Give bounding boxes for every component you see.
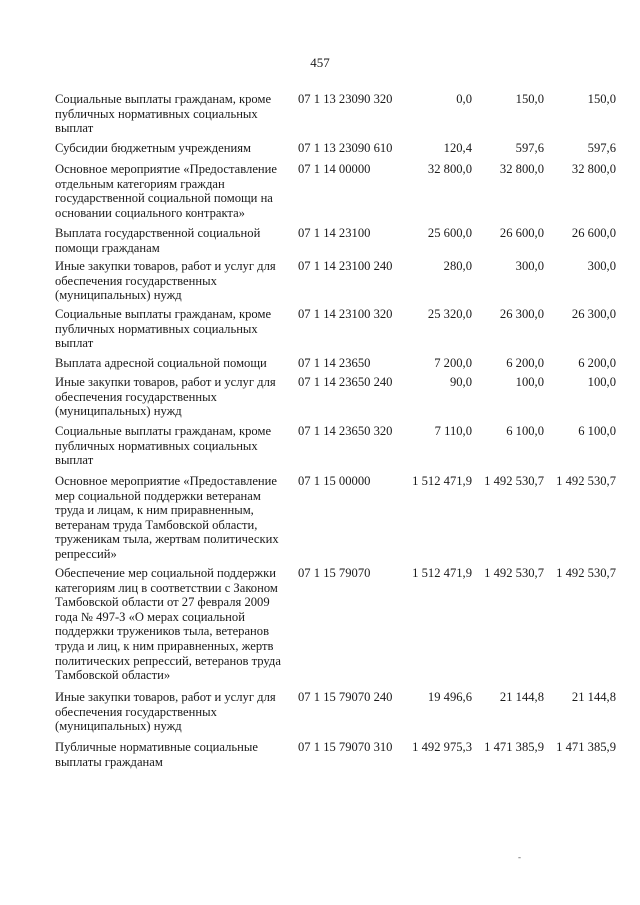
row-value-1: 7 110,0 xyxy=(434,424,472,438)
row-code: 07 1 15 79070 xyxy=(298,566,371,580)
row-value-1: 25 600,0 xyxy=(427,226,472,240)
row-value-3: 6 100,0 xyxy=(578,424,616,438)
row-value-2: 6 200,0 xyxy=(506,356,544,370)
row-code: 07 1 14 23650 240 xyxy=(298,375,393,389)
row-value-2: 597,6 xyxy=(515,141,544,155)
row-value-1: 32 800,0 xyxy=(427,162,472,176)
row-value-1: 19 496,6 xyxy=(427,690,472,704)
row-value-2: 150,0 xyxy=(515,92,544,106)
row-value-2: 300,0 xyxy=(515,259,544,273)
row-value-2: 26 600,0 xyxy=(499,226,544,240)
row-name: Основное мероприятие «Предоставление отдельным категориям граждан государственной социальной помощи на основании социального контракта» xyxy=(55,162,277,220)
row-value-1: 280,0 xyxy=(443,259,472,273)
row-code: 07 1 15 79070 310 xyxy=(298,740,393,754)
row-code: 07 1 13 23090 610 xyxy=(298,141,393,155)
row-code: 07 1 15 79070 240 xyxy=(298,690,393,704)
row-value-1: 120,4 xyxy=(443,141,472,155)
row-name: Иные закупки товаров, работ и услуг для обеспечения государственных (муниципальных) нужд xyxy=(55,375,276,419)
row-name: Основное мероприятие «Предоставление мер социальной поддержки ветеранам труда и лицам, к ним приравненным, ветеранам труда Тамбовской области, труженикам тыла, жертвам политических репрессий» xyxy=(55,474,279,561)
row-code: 07 1 14 23650 xyxy=(298,356,371,370)
row-code: 07 1 14 00000 xyxy=(298,162,371,176)
row-value-1: 1 512 471,9 xyxy=(412,566,472,580)
row-value-3: 21 144,8 xyxy=(571,690,616,704)
row-value-3: 597,6 xyxy=(587,141,616,155)
row-value-1: 7 200,0 xyxy=(434,356,472,370)
row-value-3: 100,0 xyxy=(587,375,616,389)
row-value-3: 1 492 530,7 xyxy=(556,474,616,488)
row-value-3: 300,0 xyxy=(587,259,616,273)
row-value-3: 1 471 385,9 xyxy=(556,740,616,754)
row-value-2: 1 492 530,7 xyxy=(484,474,544,488)
row-name: Социальные выплаты гражданам, кроме публичных нормативных социальных выплат xyxy=(55,307,272,351)
row-value-3: 26 600,0 xyxy=(571,226,616,240)
row-value-2: 6 100,0 xyxy=(506,424,544,438)
row-value-1: 1 512 471,9 xyxy=(412,474,472,488)
row-value-2: 26 300,0 xyxy=(499,307,544,321)
row-value-1: 0,0 xyxy=(456,92,472,106)
row-name: Обеспечение мер социальной поддержки категориям лиц в соответствии с Законом Тамбовской области от 27 февраля 2009 года № 497-З «О мерах социальной поддержки тружеников тыла, ветеранов труда и лиц, к ним приравненных, жертв политических репрессий, ветеранов труда Тамбовской области» xyxy=(55,566,281,683)
row-value-2: 100,0 xyxy=(515,375,544,389)
row-value-2: 32 800,0 xyxy=(499,162,544,176)
row-code: 07 1 14 23100 240 xyxy=(298,259,393,273)
row-name: Публичные нормативные социальные выплаты гражданам xyxy=(55,740,258,769)
row-name: Социальные выплаты гражданам, кроме публичных нормативных социальных выплат xyxy=(55,92,272,136)
stray-mark: - xyxy=(518,852,521,862)
row-value-3: 26 300,0 xyxy=(571,307,616,321)
row-code: 07 1 14 23650 320 xyxy=(298,424,393,438)
row-value-1: 25 320,0 xyxy=(427,307,472,321)
row-name: Иные закупки товаров, работ и услуг для обеспечения государственных (муниципальных) нужд xyxy=(55,259,276,303)
row-name: Социальные выплаты гражданам, кроме публичных нормативных социальных выплат xyxy=(55,424,272,468)
row-value-2: 1 492 530,7 xyxy=(484,566,544,580)
row-value-2: 21 144,8 xyxy=(499,690,544,704)
row-name: Иные закупки товаров, работ и услуг для обеспечения государственных (муниципальных) нужд xyxy=(55,690,276,734)
row-value-1: 1 492 975,3 xyxy=(412,740,472,754)
row-code: 07 1 15 00000 xyxy=(298,474,371,488)
row-code: 07 1 14 23100 320 xyxy=(298,307,393,321)
row-value-3: 1 492 530,7 xyxy=(556,566,616,580)
row-code: 07 1 14 23100 xyxy=(298,226,371,240)
row-code: 07 1 13 23090 320 xyxy=(298,92,393,106)
row-name: Субсидии бюджетным учреждениям xyxy=(55,141,251,155)
row-value-1: 90,0 xyxy=(449,375,472,389)
page-number: 457 xyxy=(310,55,330,70)
row-value-3: 6 200,0 xyxy=(578,356,616,370)
row-name: Выплата государственной социальной помощи гражданам xyxy=(55,226,261,255)
row-value-2: 1 471 385,9 xyxy=(484,740,544,754)
row-value-3: 32 800,0 xyxy=(571,162,616,176)
row-name: Выплата адресной социальной помощи xyxy=(55,356,267,370)
row-value-3: 150,0 xyxy=(587,92,616,106)
